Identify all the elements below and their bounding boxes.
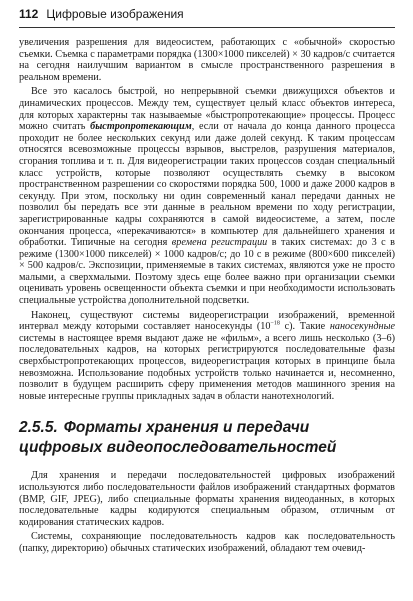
paragraph-text: системы в настоящее время выдают даже не «фильм», а всего лишь несколько (3–6) последовательных кадров, на которых регистрируются последовательные фазы сверхбыстропротекающих процессов, видеорегистрация которых в принципе была невозможна. Использование подобных устройств только начинается и, несомненно, позволит в будущем расширить сферу применения методов машинного зрения на новые интересные группы прикладных задач в области нанотехнологий. bbox=[19, 332, 395, 402]
paragraph-systems bbox=[19, 531, 395, 554]
term-emphasis: быстропротекающим bbox=[90, 121, 192, 133]
paragraph-formats bbox=[19, 470, 395, 528]
paragraph-text: Системы, сохраняющие последовательность кадров как последовательность (папку, директорию) обычных статических изображений, обладают тем очевид- bbox=[19, 531, 395, 554]
paragraph-continuation bbox=[19, 37, 395, 83]
paragraph-text: , если от начала до конца данного процесса проходит не более нескольких секунд или даже долей секунд. К таким процессам относятся всевозможные процессы взрывов, выстрелов, разрушения материалов, сгорания топлива и т. п. Для видеорегистрации таких процессов создан специальный класс устройств, которые позволяют осуществлять съемку в высоком пространственном разрешении со скоростями порядка 500, 1000 и даже 2000 кадров в секунду. При этом, поскольку ни один современный канал передачи данных не позволил бы передать все эти данные в реальном времени по ходу регистрации, зарегистрированные кадры сохраняются в самой видеосистеме, а затем, после окончания процесса, «перекачиваются» в компьютер для дальнейшего хранения и обработки. Типичные на сегодня bbox=[19, 121, 395, 249]
page-body bbox=[19, 37, 395, 555]
paragraph-text: в таких системах: до 3 с в режиме (1300×1000 пикселей) × 1000 кадров/с; до 10 с в режиме (800×600 пикселей) × 500 кадров/с. Экспозиции, применяемые в таких системах, являются уже не просто малыми, а сверхмалыми. Поэтому здесь еще более важно при организации съемки оценивать уровень освещенности объекта съемки и при необходимости использовать специальные устройства дополнительной подсветки. bbox=[19, 237, 395, 307]
section-heading bbox=[19, 418, 395, 458]
paragraph-text: с). Такие bbox=[279, 321, 330, 333]
page-number: 112 bbox=[19, 7, 39, 21]
book-page bbox=[0, 7, 413, 601]
paragraph-text: Наконец, существуют системы видеорегистрации изображений, временной интервал между которыми составляет наносекунды (10 bbox=[19, 309, 395, 333]
running-title: Цифровые изображения bbox=[46, 7, 184, 21]
term-emphasis: времена регистрации bbox=[171, 237, 268, 249]
section-title: Форматы хранения и передачи цифровых видеопоследовательностей bbox=[19, 419, 337, 457]
page-header bbox=[19, 7, 395, 28]
paragraph-text: увеличения разрешения для видеосистем, работающих с «обычной» скоростью съемки. Съемка с параметрами порядка (1300×1000 пикселей) × 30 кадров/с считается на сегодня наилучшим вариантом в смысле пространственного разрешения в реальном времени. bbox=[19, 37, 395, 83]
paragraph-text: Все это касалось быстрой, но непрерывной съемки движущихся объектов и динамических процессов. Между тем, существует целый класс объектов интереса, для которых характерны так называемые «быстропротекающие» процессы. Процесс можно считать bbox=[19, 86, 395, 133]
term-emphasis: наносекундные bbox=[329, 321, 396, 333]
exponent: −18 bbox=[270, 320, 280, 327]
paragraph-fast-processes bbox=[19, 86, 395, 306]
section-number: 2.5.5. bbox=[19, 419, 58, 437]
paragraph-nanosecond bbox=[19, 310, 395, 403]
paragraph-text: Для хранения и передачи последовательностей цифровых изображений используются либо последовательности файлов изображений стандартных форматов (BMP, GIF, JPEG), либо специальные форматы хранения видеоданных, в которых последовательные кадры кодируются специальным образом, отличным от кодирования статических кадров. bbox=[19, 470, 395, 528]
